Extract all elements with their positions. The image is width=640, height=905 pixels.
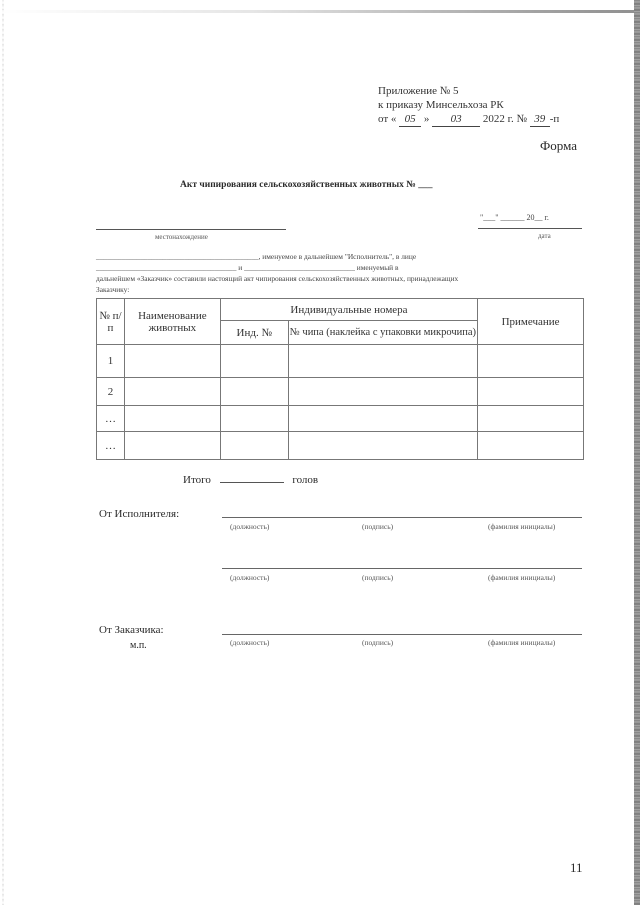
appendix-line-2: к приказу Минсельхоза РК xyxy=(378,99,504,111)
cell-animal-name xyxy=(124,406,220,432)
table-row xyxy=(97,432,584,460)
customer-label: От Заказчика: xyxy=(99,624,164,636)
appendix-number-suffix: -п xyxy=(549,113,560,125)
customer-position-caption: (должность) xyxy=(230,638,270,647)
cell-chip-number xyxy=(288,345,478,378)
appendix-number: 39 xyxy=(530,112,550,127)
animals-table xyxy=(96,298,584,460)
table-row xyxy=(97,406,584,432)
contractor-name-caption-1: (фамилия инициалы) xyxy=(488,522,556,531)
cell-note xyxy=(478,345,584,378)
total-label: Итого xyxy=(183,474,211,486)
table-row xyxy=(97,378,584,406)
table-row xyxy=(97,345,584,378)
contractor-name-caption-2: (фамилия инициалы) xyxy=(488,573,556,582)
col-header-number: № п/п xyxy=(97,299,125,345)
place-line xyxy=(96,229,286,230)
intro-line-1: ____________________________________________, именуемое в дальнейшем "Исполнитель", в лице xyxy=(96,252,417,261)
date-prefix: от « xyxy=(378,113,397,125)
table-header-row-1 xyxy=(97,299,584,321)
total-unit: голов xyxy=(292,474,319,486)
cell-note xyxy=(478,406,584,432)
row-number: 1 xyxy=(97,345,125,378)
row-number: … xyxy=(97,406,125,432)
total-row xyxy=(183,474,318,486)
cell-ind-number xyxy=(220,432,288,460)
appendix-line-1: Приложение № 5 xyxy=(378,85,459,97)
contractor-position-caption-1: (должность) xyxy=(230,522,270,531)
stamp-label: м.п. xyxy=(130,640,147,651)
col-header-note: Примечание xyxy=(478,299,584,345)
intro-line-4: Заказчику: xyxy=(96,285,130,294)
col-header-chip-number: № чипа (наклейка с упаковки микрочипа) xyxy=(288,321,478,345)
col-header-individual-numbers: Индивидуальные номера xyxy=(220,299,477,321)
appendix-block xyxy=(378,84,559,127)
date-line xyxy=(478,228,582,229)
col-header-ind-number: Инд. № xyxy=(220,321,288,345)
cell-ind-number xyxy=(220,345,288,378)
form-label: Форма xyxy=(540,138,577,153)
cell-chip-number xyxy=(288,406,478,432)
contractor-signature-caption-2: (подпись) xyxy=(362,573,394,582)
scan-edge-left xyxy=(2,0,4,905)
scan-edge-right xyxy=(634,0,640,905)
contractor-label: От Исполнителя: xyxy=(99,508,180,520)
customer-name-caption: (фамилия инициалы) xyxy=(488,638,556,647)
appendix-day: 05 xyxy=(399,112,421,127)
cell-animal-name xyxy=(124,378,220,406)
cell-ind-number xyxy=(220,406,288,432)
intro-line-3: дальнейшем «Заказчик» составили настоящий акт чипирования сельскохозяйственных животных, принадлежащих xyxy=(96,274,459,283)
total-blank xyxy=(220,482,284,483)
row-number: 2 xyxy=(97,378,125,406)
cell-note xyxy=(478,432,584,460)
document-title: Акт чипирования сельскохозяйственных животных № ___ xyxy=(180,180,433,190)
contractor-position-caption-2: (должность) xyxy=(230,573,270,582)
appendix-month: 03 xyxy=(432,112,480,127)
cell-chip-number xyxy=(288,432,478,460)
contractor-signature-line-2 xyxy=(222,568,582,569)
cell-chip-number xyxy=(288,378,478,406)
row-number: … xyxy=(97,432,125,460)
cell-note xyxy=(478,378,584,406)
date-field: "___" ______ 20__ г. xyxy=(480,213,549,222)
appendix-year: 2022 г. № xyxy=(482,113,527,125)
page-number: 11 xyxy=(570,860,583,875)
scan-top-edge xyxy=(0,10,634,13)
place-caption: местонахождение xyxy=(155,233,208,241)
appendix-line-3 xyxy=(378,112,559,127)
intro-line-2: ______________________________________ и ______________________________ именуемый в xyxy=(96,263,399,272)
cell-ind-number xyxy=(220,378,288,406)
col-header-animal-name: Наименование животных xyxy=(124,299,220,345)
customer-signature-caption: (подпись) xyxy=(362,638,394,647)
customer-signature-line xyxy=(222,634,582,635)
cell-animal-name xyxy=(124,432,220,460)
contractor-signature-line-1 xyxy=(222,517,582,518)
date-caption: дата xyxy=(538,232,551,240)
contractor-signature-caption-1: (подпись) xyxy=(362,522,394,531)
cell-animal-name xyxy=(124,345,220,378)
date-close: » xyxy=(423,113,430,125)
